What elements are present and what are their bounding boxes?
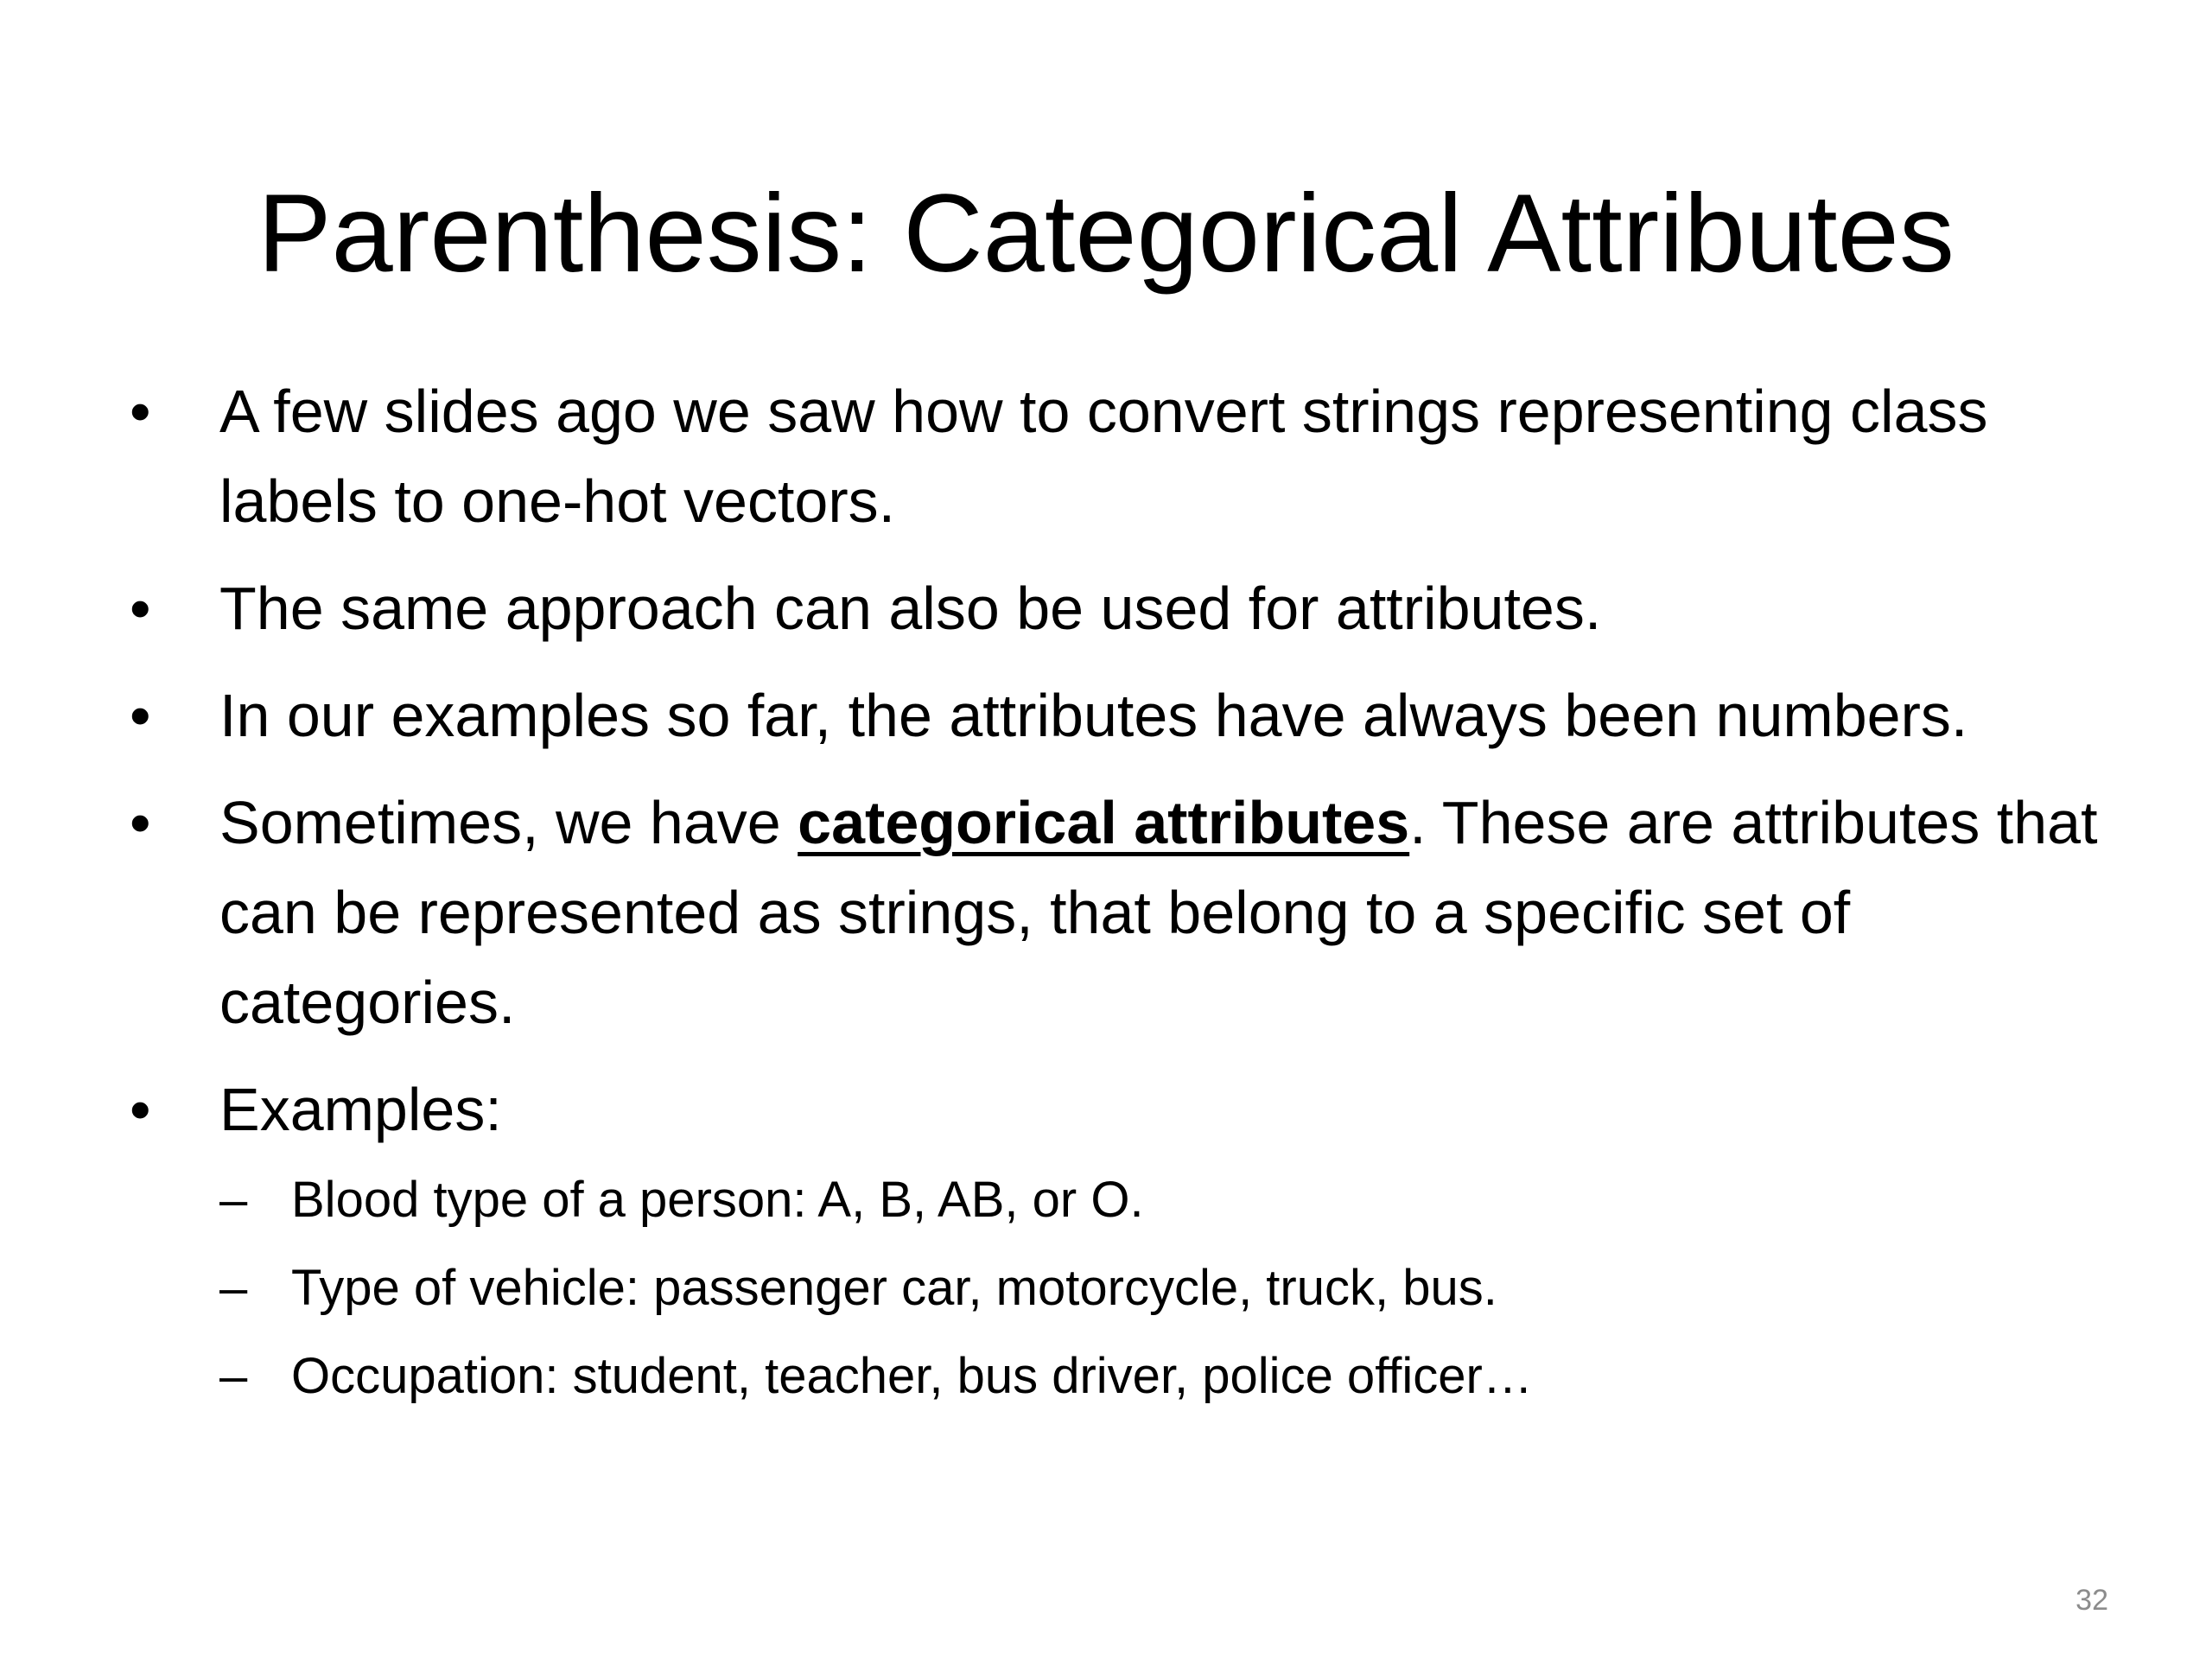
bullet-marker: • xyxy=(130,575,151,642)
key-term: categorical attributes xyxy=(798,789,1410,856)
bullet-text: In our examples so far, the attributes have always been numbers. xyxy=(219,682,1968,749)
bullet-marker: • xyxy=(130,682,151,749)
bullet-text-after: . These are attributes that can be represented as strings, that belong to a specific set of categories. xyxy=(219,789,2098,1036)
page-number: 32 xyxy=(2075,1584,2108,1617)
sub-bullet-text: Occupation: student, teacher, bus driver, police officer… xyxy=(291,1348,1533,1404)
bullet-marker: • xyxy=(130,789,151,856)
sub-bullet-marker: – xyxy=(219,1260,248,1316)
sub-bullet-text: Blood type of a person: A, B, AB, or O. xyxy=(291,1172,1144,1228)
bullet-list xyxy=(130,366,2100,1433)
bullet-item xyxy=(130,366,2100,546)
sub-bullet-item xyxy=(219,1161,2100,1239)
sub-bullet-text: Type of vehicle: passenger car, motorcycle, truck, bus. xyxy=(291,1260,1497,1316)
sub-bullet-marker: – xyxy=(219,1172,248,1228)
bullet-text-before: Sometimes, we have xyxy=(219,789,798,856)
sub-bullet-list xyxy=(219,1161,2100,1415)
bullet-marker: • xyxy=(130,1076,151,1143)
bullet-text: The same approach can also be used for attributes. xyxy=(219,575,1602,642)
bullet-item xyxy=(130,778,2100,1047)
slide-title: Parenthesis: Categorical Attributes xyxy=(257,171,1955,296)
bullet-marker: • xyxy=(130,378,151,445)
sub-bullet-item xyxy=(219,1338,2100,1415)
bullet-item xyxy=(130,1065,2100,1415)
bullet-text: Examples: xyxy=(219,1076,502,1143)
bullet-item xyxy=(130,671,2100,760)
bullet-text: A few slides ago we saw how to convert strings representing class labels to one-hot vectors. xyxy=(219,378,1988,535)
sub-bullet-item xyxy=(219,1249,2100,1327)
sub-bullet-marker: – xyxy=(219,1348,248,1404)
bullet-item xyxy=(130,563,2100,653)
